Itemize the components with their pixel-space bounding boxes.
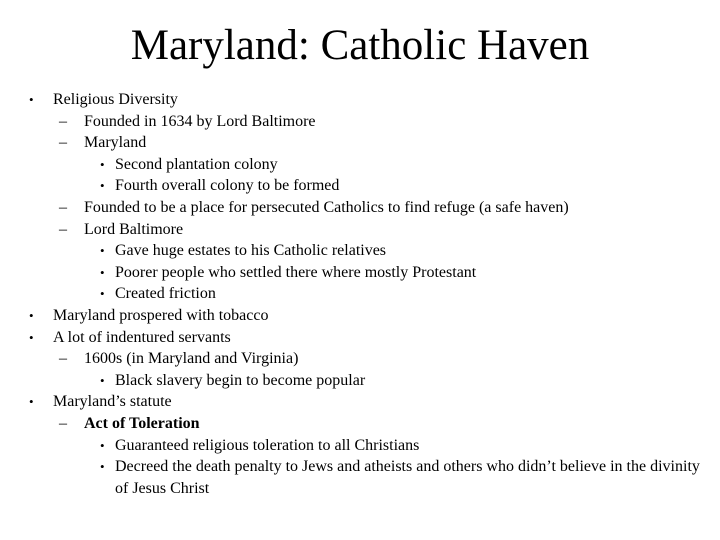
dash-marker: – — [59, 350, 67, 368]
bullet-text: Religious Diversity — [53, 91, 178, 108]
sub-sub-bullet-text: Second plantation colony — [115, 155, 278, 173]
dash-marker: – — [59, 198, 67, 216]
sub-bullet-text: Founded in 1634 by Lord Baltimore — [84, 112, 316, 130]
sub-bullet-item — [0, 348, 720, 370]
sub-sub-bullet-text: Black slavery begin to become popular — [115, 371, 366, 389]
bullet-item — [0, 391, 720, 413]
sub-sub-bullet-text: Decreed the death penalty to Jews and atheists and others who didn’t believe in the divinity of Jesus Christ — [115, 458, 700, 497]
dash-marker: – — [59, 414, 67, 432]
bullet-marker: • — [29, 394, 34, 410]
bullet-marker: • — [100, 459, 105, 475]
bullet-marker: • — [100, 437, 105, 453]
sub-sub-bullet-text: Guaranteed religious toleration to all Christians — [115, 436, 420, 454]
sub-bullet-text-bold: Act of Toleration — [84, 414, 200, 432]
bullet-marker: • — [29, 329, 34, 345]
sub-sub-bullet-item — [0, 370, 720, 392]
dash-marker: – — [59, 220, 67, 238]
bullet-marker: • — [100, 178, 105, 194]
slide-title: Maryland: Catholic Haven — [130, 22, 590, 69]
sub-sub-bullet-item — [0, 240, 720, 262]
sub-bullet-text: 1600s (in Maryland and Virginia) — [84, 350, 299, 368]
sub-bullet-item — [0, 111, 720, 133]
bullet-marker: • — [100, 372, 105, 388]
bullet-list — [0, 89, 720, 499]
bullet-text: Maryland prospered with tobacco — [53, 306, 269, 324]
dash-marker: – — [59, 134, 67, 152]
bullet-marker: • — [29, 307, 34, 323]
sub-sub-bullet-text: Fourth overall colony to be formed — [115, 177, 340, 195]
bullet-marker: • — [100, 264, 105, 280]
sub-bullet-item — [0, 197, 720, 219]
bullet-marker: • — [29, 92, 34, 107]
bullet-item — [0, 305, 720, 327]
sub-sub-bullet-text: Created friction — [115, 285, 216, 303]
bullet-marker: • — [100, 156, 105, 172]
sub-bullet-item — [0, 132, 720, 154]
sub-sub-bullet-item — [0, 262, 720, 284]
bullet-text: A lot of indentured servants — [53, 328, 231, 346]
sub-sub-bullet-item — [0, 175, 720, 197]
sub-sub-bullet-item — [0, 283, 720, 305]
bullet-marker: • — [100, 243, 105, 259]
bullet-item — [0, 327, 720, 349]
sub-bullet-text: Lord Baltimore — [84, 220, 184, 238]
sub-sub-bullet-text: Poorer people who settled there where mostly Protestant — [115, 263, 477, 281]
sub-bullet-item — [0, 219, 720, 241]
bullet-text: Maryland’s statute — [53, 393, 172, 411]
bullet-item — [0, 89, 720, 111]
dash-marker: – — [59, 112, 67, 130]
sub-sub-bullet-text: Gave huge estates to his Catholic relatives — [115, 242, 387, 260]
sub-sub-bullet-item — [0, 456, 720, 499]
sub-bullet-text: Founded to be a place for persecuted Catholics to find refuge (a safe haven) — [84, 198, 569, 216]
sub-bullet-text: Maryland — [84, 134, 147, 152]
bullet-marker: • — [100, 286, 105, 302]
sub-sub-bullet-item — [0, 435, 720, 457]
sub-bullet-item — [0, 413, 720, 435]
sub-sub-bullet-item — [0, 154, 720, 176]
